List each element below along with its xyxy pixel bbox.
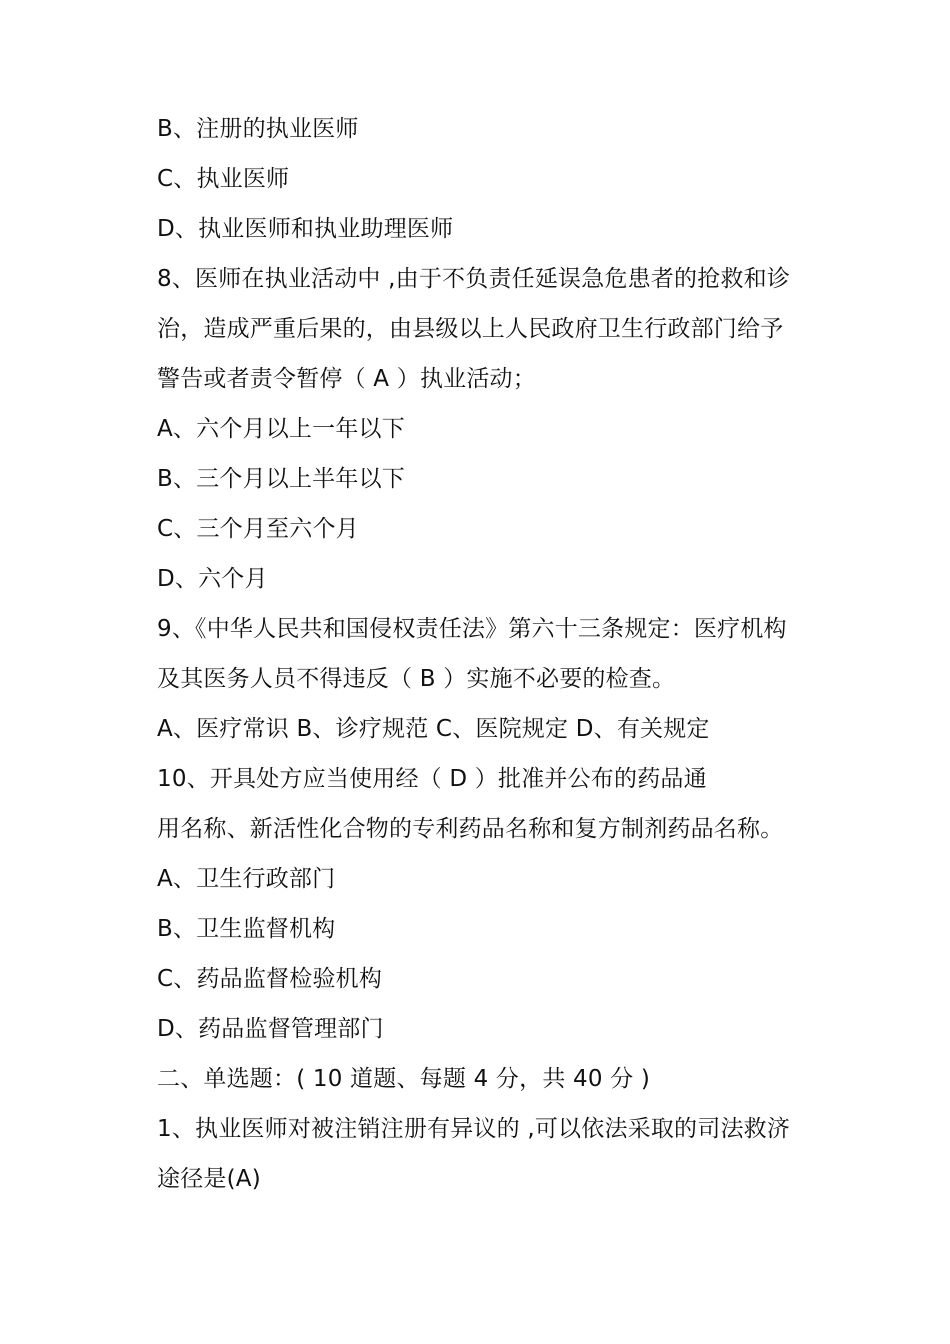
document-page: [157, 104, 817, 1204]
option-d-physician-and-assistant: D、执业医师和执业助理医师: [157, 216, 454, 242]
question-8-option-c: C、三个月至六个月: [157, 516, 359, 542]
question-8-option-d: D、六个月: [157, 566, 268, 592]
question-9-line-1: 9、《中华人民共和国侵权责任法》第六十三条规定：医疗机构: [157, 616, 787, 642]
question-9-line-2: 及其医务人员不得违反（ B ）实施不必要的检查。: [157, 666, 676, 692]
question-10-option-c: C、药品监督检验机构: [157, 966, 383, 992]
single-choice-question-1-line-2: 途径是(A): [157, 1166, 261, 1192]
question-10-option-a: A、卫生行政部门: [157, 866, 336, 892]
question-8-option-a: A、六个月以上一年以下: [157, 416, 405, 442]
question-10-option-d: D、药品监督管理部门: [157, 1016, 384, 1042]
question-10-option-b: B、卫生监督机构: [157, 916, 336, 942]
single-choice-question-1-line-1: 1、执业医师对被注销注册有异议的 ,可以依法采取的司法救济: [157, 1116, 791, 1142]
option-c-physician: C、执业医师: [157, 166, 290, 192]
question-8-line-3: 警告或者责令暂停（ A ）执业活动；: [157, 366, 536, 392]
question-9-options: A、医疗常识 B、诊疗规范 C、医院规定 D、有关规定: [157, 716, 710, 742]
question-10-line-1: 10、开具处方应当使用经（ D ）批准并公布的药品通: [157, 766, 707, 792]
option-b-registered-physician: B、注册的执业医师: [157, 116, 359, 142]
question-8-line-2: 治，造成严重后果的，由县级以上人民政府卫生行政部门给予: [157, 316, 784, 342]
question-10-line-2: 用名称、新活性化合物的专利药品名称和复方制剂药品名称。: [157, 816, 784, 842]
question-8-line-1: 8、医师在执业活动中 ,由于不负责任延误急危患者的抢救和诊: [157, 266, 791, 292]
section-heading-single-choice: 二、单选题：( 10 道题、每题 4 分，共 40 分 ): [157, 1066, 651, 1092]
question-8-option-b: B、三个月以上半年以下: [157, 466, 405, 492]
